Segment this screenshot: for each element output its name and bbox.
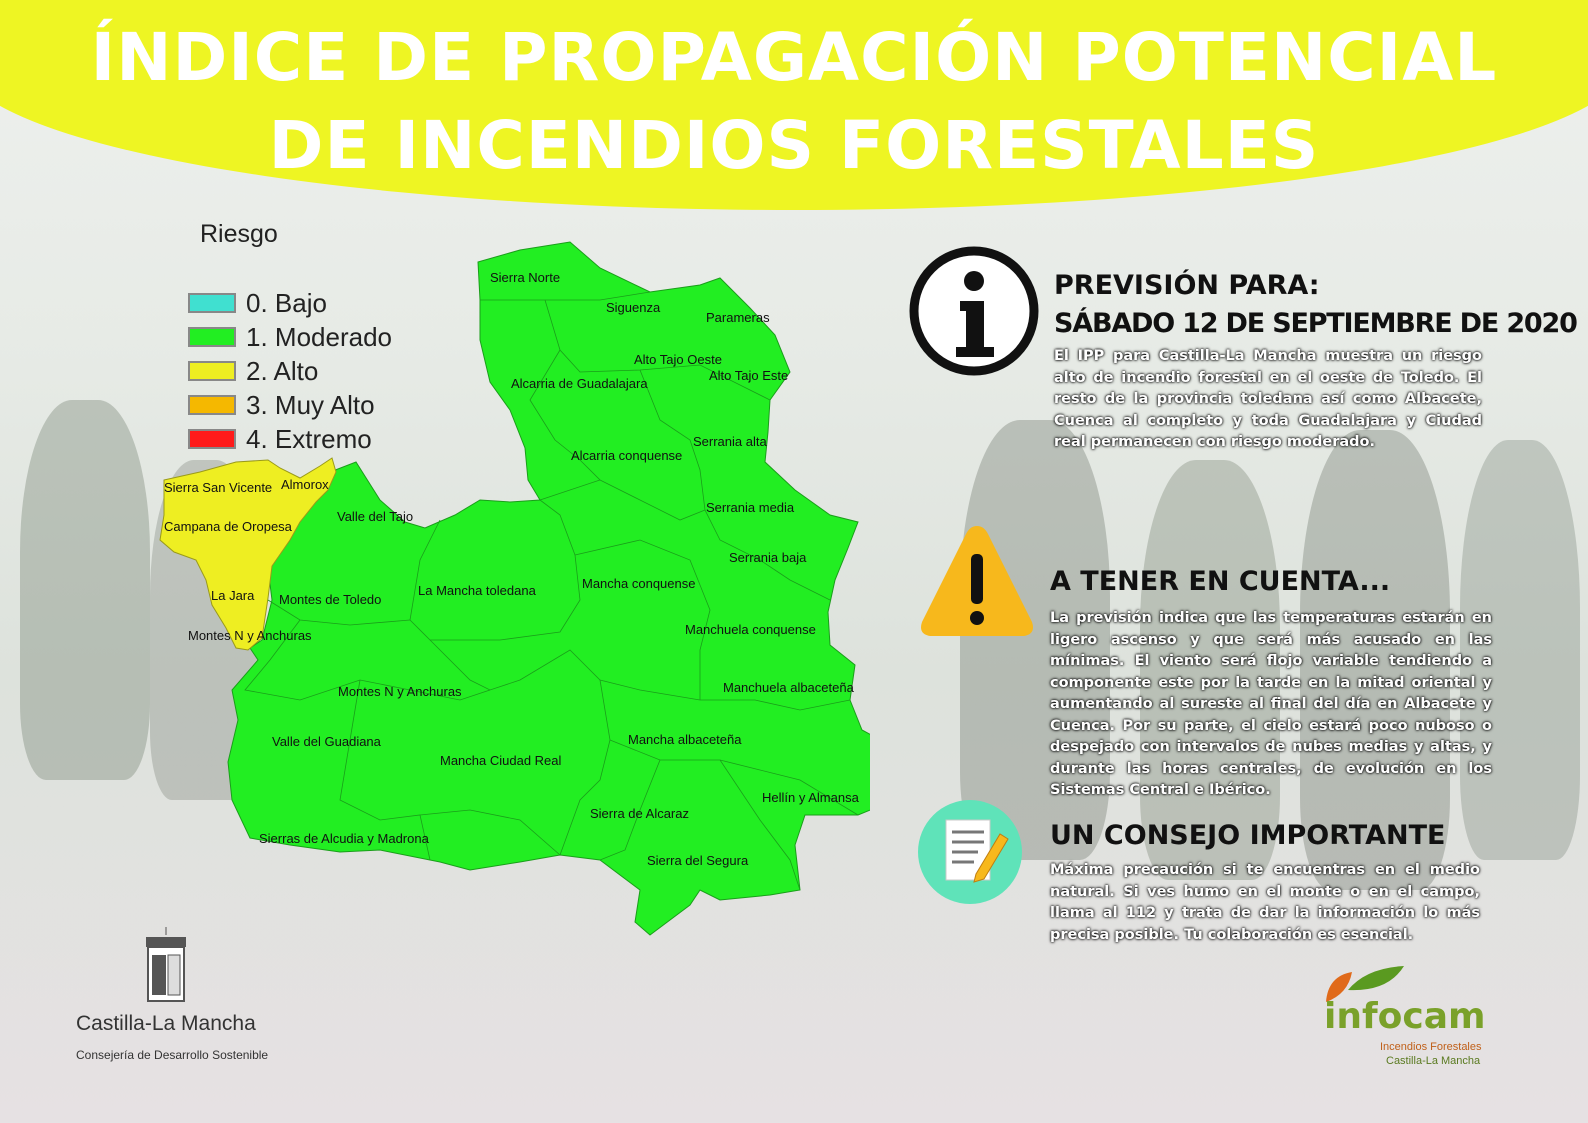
- infocam-sub2: Castilla-La Mancha: [1386, 1055, 1481, 1067]
- region-label: Siguenza: [606, 300, 661, 315]
- advice-text: Máxima precaución si te encuentras en el medio natural. Si ves humo en el monte o en el campo, llama al 112 y trata de dar la información lo más precisa posible. Tu colaboración es esencial.: [1050, 862, 1480, 943]
- region-label: Serrania alta: [693, 434, 767, 449]
- region-label: Manchuela conquense: [685, 622, 816, 637]
- legend-label: 4. Extremo: [246, 423, 372, 454]
- advice-title: UN CONSEJO IMPORTANTE: [1050, 820, 1446, 851]
- info-icon: [908, 245, 1043, 380]
- legend-label: 0. Bajo: [246, 287, 327, 318]
- region-label: Alcarria de Guadalajara: [511, 376, 648, 391]
- region-label: Serrania baja: [729, 550, 807, 565]
- legend-label: 1. Moderado: [246, 321, 392, 352]
- region-label: Alto Tajo Oeste: [634, 352, 722, 367]
- castilla-la-mancha-seal-icon: [140, 925, 192, 1007]
- forecast-date: SÁBADO 12 DE SEPTIEMBRE DE 2020: [1054, 308, 1577, 339]
- region-label: La Mancha toledana: [418, 583, 536, 598]
- region-label: Parameras: [706, 310, 770, 325]
- notice-title: A TENER EN CUENTA...: [1050, 566, 1391, 597]
- title-line-1: ÍNDICE DE PROPAGACIÓN POTENCIAL: [90, 19, 1498, 96]
- region-label: Sierra de Alcaraz: [590, 806, 689, 821]
- region-label: Montes N y Anchuras: [188, 628, 312, 643]
- region-label: Valle del Guadiana: [272, 734, 381, 749]
- region-label: Mancha conquense: [582, 576, 696, 591]
- region-label: Mancha Ciudad Real: [440, 753, 562, 768]
- background-figure: [20, 400, 150, 780]
- region-label: Sierras de Alcudia y Madrona: [259, 831, 429, 846]
- gov-dept: Consejería de Desarrollo Sostenible: [76, 1048, 269, 1062]
- region-label: Serrania media: [706, 500, 795, 515]
- notepad-icon: [918, 800, 1023, 905]
- title-line-2: DE INCENDIOS FORESTALES: [268, 107, 1320, 184]
- region-label: Alto Tajo Este: [709, 368, 789, 383]
- region-label: Hellín y Almansa: [762, 790, 859, 805]
- region-label: Sierra del Segura: [647, 853, 749, 868]
- region-label: Manchuela albaceteña: [723, 680, 854, 695]
- region-label: Almorox: [281, 477, 329, 492]
- region-label: Montes N y Anchuras: [338, 684, 462, 699]
- gov-name: Castilla-La Mancha: [76, 1012, 256, 1035]
- region-label: Alcarria conquense: [571, 448, 683, 463]
- region-label: Campana de Oropesa: [164, 519, 292, 534]
- forecast-text: El IPP para Castilla-La Mancha muestra un riesgo alto de incendio forestal en el oeste de Toledo. El resto de la provincia toledana así como Albacete, Cuenca al completo y toda Guadalajara y Ciudad real permanecen con riesgo moderado.: [1054, 348, 1482, 450]
- region-label: Mancha albaceteña: [628, 732, 742, 747]
- region-label: Sierra San Vicente: [164, 480, 273, 495]
- infocam-name: infocam: [1324, 996, 1486, 1037]
- notice-text: La previsión indica que las temperaturas estarán en ligero ascenso y que será más acusado en las mínimas. El viento será flojo variable tendiendo a componente este por la tarde en la mitad oriental y aumentando al sureste al final del día en Albacete y Cuenca. Por su parte, el cielo estará poco nuboso o despejado con intervalos de nubes medias y altas, y durante las horas centrales, de evolución en los Sistemas Central e Ibérico.: [1050, 610, 1492, 798]
- page-title: [0, 14, 1588, 190]
- region-label: Valle del Tajo: [337, 509, 414, 524]
- infocam-sub1: Incendios Forestales: [1380, 1041, 1482, 1053]
- legend-label: 3. Muy Alto: [246, 389, 375, 420]
- region-label: Montes de Toledo: [279, 592, 382, 607]
- risk-map: [150, 230, 870, 950]
- forecast-title: PREVISIÓN PARA:: [1054, 270, 1320, 301]
- legend-label: 2. Alto: [246, 355, 319, 386]
- region-label: La Jara: [211, 588, 255, 603]
- warning-icon: [916, 520, 1038, 642]
- legend-title: Riesgo: [200, 220, 278, 248]
- region-label: Sierra Norte: [490, 270, 561, 285]
